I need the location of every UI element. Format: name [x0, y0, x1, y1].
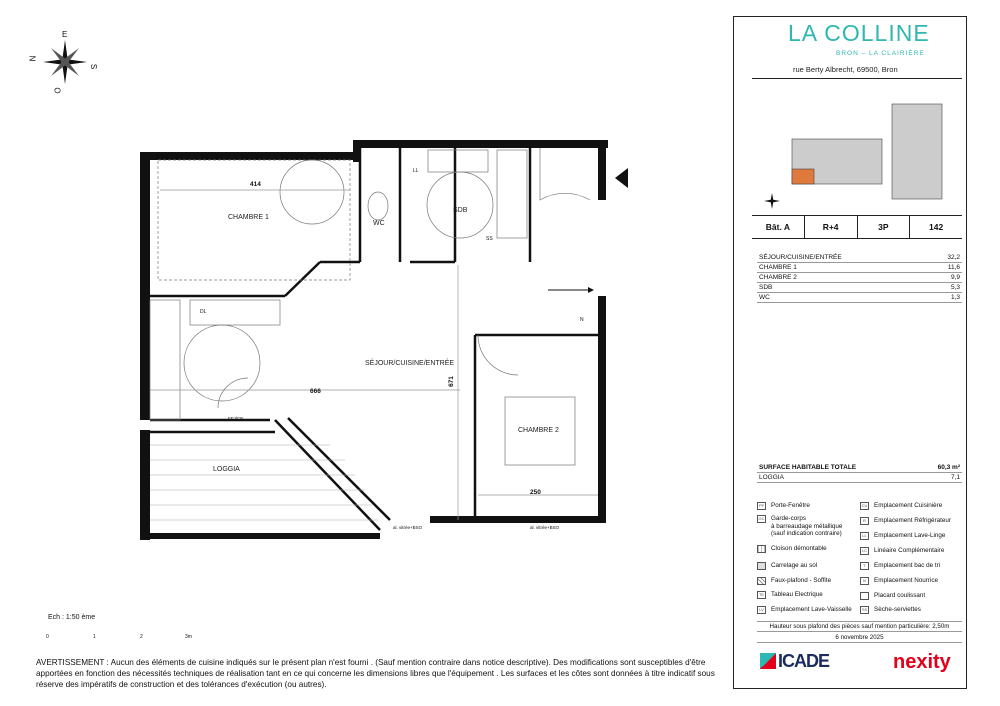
table-row: CHAMBRE 2 9,9 [759, 274, 960, 281]
legend-item: Emplacement Lave-Linge [874, 532, 946, 539]
table-row: WC 1,3 [759, 294, 960, 301]
building-key-plan [752, 78, 962, 216]
legend-item: Placard coulissant [874, 592, 926, 599]
legend-item: Porte-Fenêtre [771, 502, 810, 509]
plan-date: 6 novembre 2025 [757, 633, 962, 643]
address: rue Berty Albrecht, 69500, Bron [793, 65, 898, 74]
room-chambre2-label: CHAMBRE 2 [518, 427, 559, 434]
legend-item: Emplacement Réfrigérateur [874, 517, 951, 524]
compass-s: S [89, 63, 99, 70]
room-loggia-label: LOGGIA [213, 466, 240, 473]
legend-item: Cloison démontable [771, 545, 827, 552]
legend-item: Sèche-serviettes [874, 606, 921, 613]
dimension-666: 666 [310, 388, 321, 395]
fixture-n-label: N [580, 317, 584, 323]
icade-logo-text: ICADE [778, 651, 830, 671]
unit-info-row [752, 216, 962, 239]
building-cell: Bât. A [752, 216, 805, 238]
scale-tick-2: 2 [140, 634, 143, 640]
legend-item: Tableau Electrique [771, 591, 823, 598]
compass-n: N [28, 55, 38, 62]
total-label: SURFACE HABITABLE TOTALE [759, 464, 857, 471]
fixture-ll-label: LL [413, 168, 419, 174]
floor-cell: R+4 [805, 216, 858, 238]
legend-item: Emplacement Lave-Vaisselle [771, 606, 852, 613]
room-sejour-label: SÉJOUR/CUISINE/ENTRÉE [365, 360, 455, 367]
table-row: SDB 5,3 [759, 284, 960, 291]
room-sdb-label: SDB [453, 207, 468, 214]
fixture-dl-label: DL [200, 309, 207, 315]
fixture-fac-label: FFJ/CE [228, 416, 244, 421]
ceiling-height-note: Hauteur sous plafond des pièces sauf mention particulière: 2,50m [757, 621, 962, 632]
fixture-alu2-label: al. vitrée+BSO [530, 525, 560, 530]
total-value: 60,3 m² [937, 464, 960, 471]
fixture-alu1-label: al. vitrée+BSO [393, 525, 423, 530]
scale-tick-3: 3m [185, 634, 192, 640]
legend-item: Linéaire Complémentaire [874, 547, 945, 554]
total-area [757, 463, 962, 483]
brand-logo: LA COLLINE [788, 20, 930, 46]
table-row: SÉJOUR/CUISINE/ENTRÉE 32,2 [759, 254, 960, 261]
type-cell: 3P [858, 216, 911, 238]
icade-logo [760, 651, 829, 672]
brand-subtitle: BRON – LA CLAIRIÈRE [836, 50, 925, 57]
room-chambre1-label: CHAMBRE 1 [228, 214, 269, 221]
table-row: CHAMBRE 1 11,6 [759, 264, 960, 271]
warning-text: AVERTISSEMENT : Aucun des éléments de cuisine indiqués sur le présent plan n'est fourni . (Sauf mention contraire dans notice descriptive). Des modifications sont susceptibles d'être apportées en fonction des nécessités techniques de réalisation tant en ce qui concerne les dimensions libres que l'équipement . Les surfaces et les côtes sont données à titre indicatif sous réserve des impératifs de construction et des tolérances d'exécution (ou autres). [36, 658, 715, 689]
legend-item: Faux-plafond - Soffite [771, 577, 832, 584]
room-wc-label: WC [373, 220, 385, 227]
legend-item: Emplacement Cuisinière [874, 502, 943, 509]
fixture-ss-label: SS [486, 236, 493, 242]
scale-tick-0: 0 [46, 634, 49, 640]
area-table [757, 253, 962, 303]
scale-tick-1: 1 [93, 634, 96, 640]
loggia-label: LOGGIA [759, 474, 784, 481]
loggia-value: 7,1 [950, 474, 960, 481]
legend-item: Emplacement bac de tri [874, 562, 941, 569]
scale-label: Ech : 1:50 ème [48, 614, 96, 621]
dimension-414: 414 [250, 181, 261, 188]
nexity-logo: nexity [893, 651, 951, 673]
legend-item: Emplacement Nourrice [874, 577, 939, 584]
lot-cell: 142 [929, 222, 944, 232]
compass-o: O [53, 87, 63, 94]
dimension-671: 671 [447, 376, 455, 387]
legend-item: Carrelage au sol [771, 562, 818, 569]
dimension-250: 250 [530, 489, 541, 496]
legend-item: Garde-corps à barreaudage métallique (sauf indication contraire) [771, 515, 843, 537]
compass-e: E [62, 30, 68, 39]
